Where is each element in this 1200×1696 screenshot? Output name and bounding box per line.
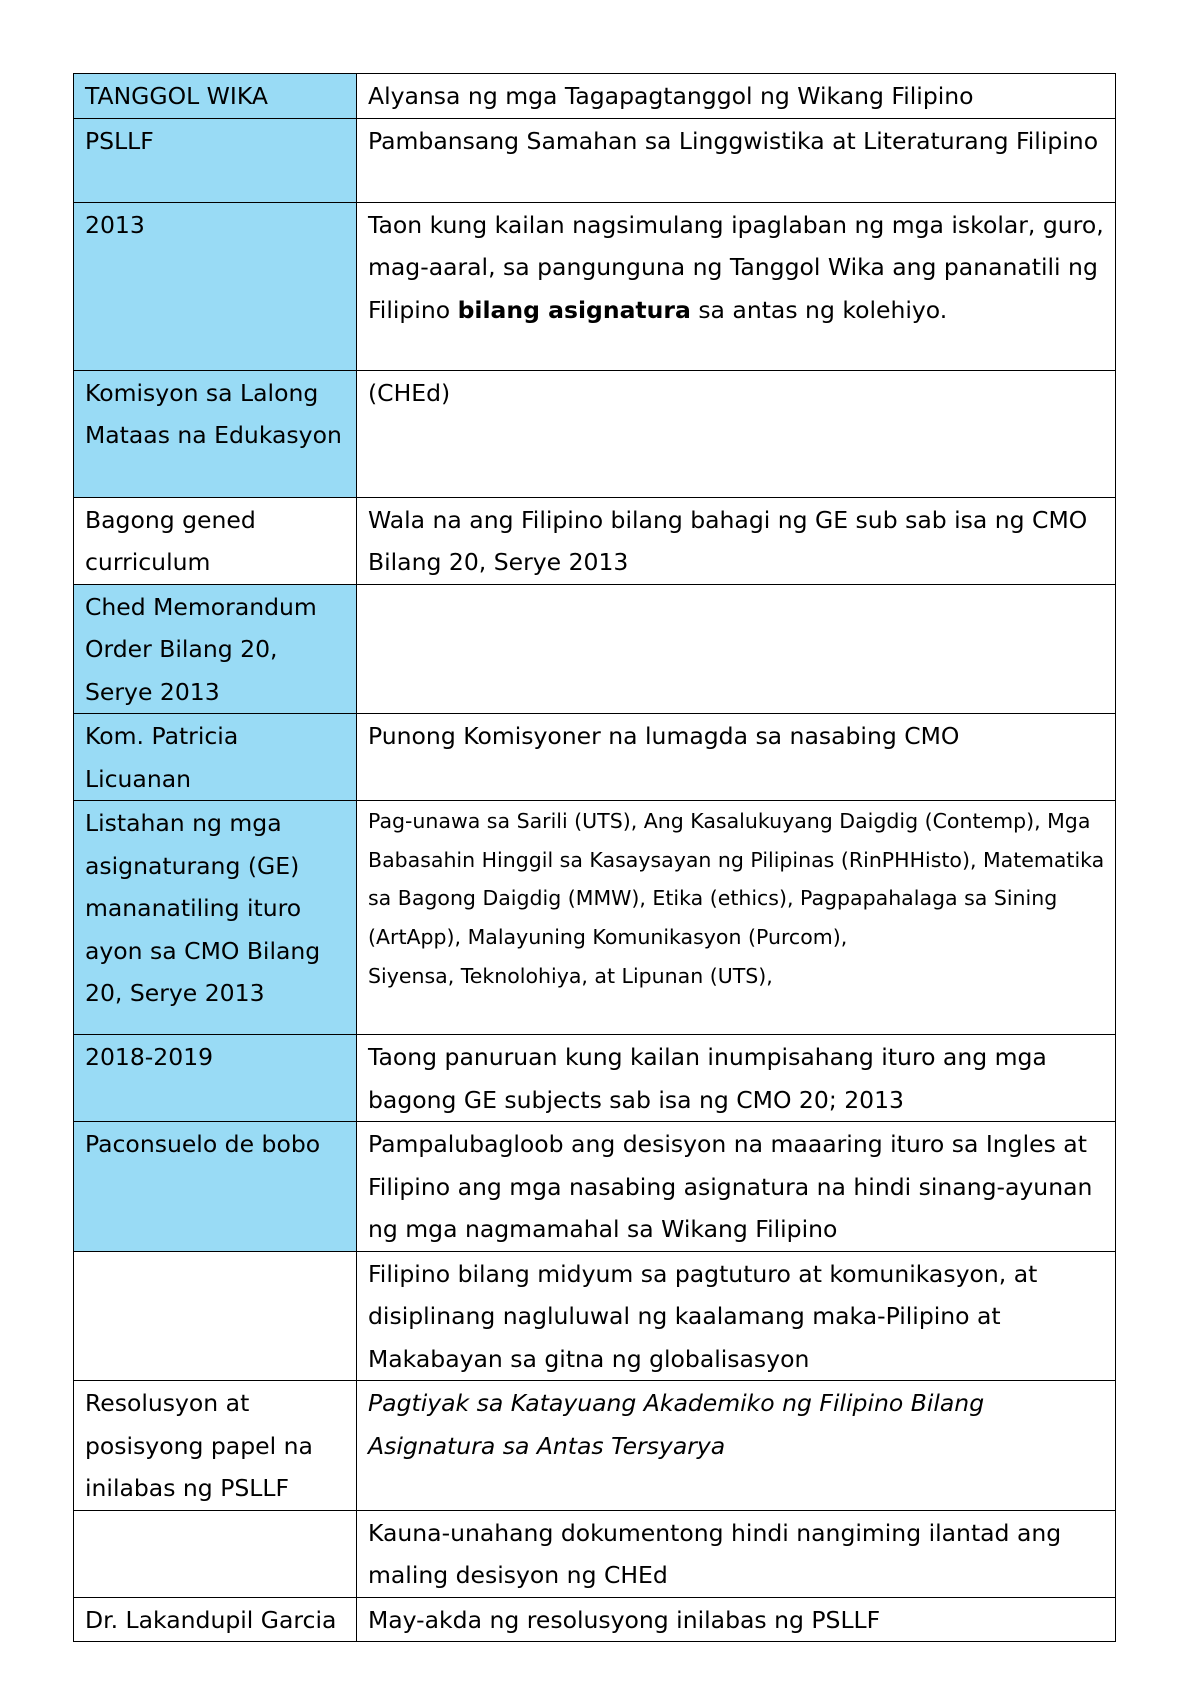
table-row [74,714,1116,801]
definition-cell: Taong panuruan kung kailan inumpisahang ituro ang mga bagong GE subjects sab isa ng CMO 20; 2013 [357,1035,1116,1122]
table-row [74,202,1116,370]
term-cell: Listahan ng mga asignaturang (GE) mananatiling ituro ayon sa CMO Bilang 20, Serye 2013 [74,801,357,1035]
term-cell: PSLLF [74,118,357,202]
term-cell: Resolusyon at posisyong papel na inilabas ng PSLLF [74,1381,357,1511]
definition-cell: Alyansa ng mga Tagapagtanggol ng Wikang Filipino [357,74,1116,119]
term-cell: Komisyon sa Lalong Mataas na Edukasyon [74,370,357,497]
definition-cell: Pambansang Samahan sa Linggwistika at Literaturang Filipino [357,118,1116,202]
table-row [74,801,1116,1035]
definition-cell [357,202,1116,370]
term-cell: Dr. Lakandupil Garcia [74,1597,357,1642]
definition-text: sa antas ng kolehiyo. [690,295,948,324]
table-row [74,1035,1116,1122]
table-row [74,118,1116,202]
definition-cell: Pagtiyak sa Katayuang Akademiko ng Filipino Bilang Asignatura sa Antas Tersyarya [357,1381,1116,1511]
table-row [74,1597,1116,1642]
table-row [74,1251,1116,1381]
definition-cell: Kauna-unahang dokumentong hindi nangiming ilantad ang maling desisyon ng CHEd [357,1510,1116,1597]
term-cell: 2013 [74,202,357,370]
term-cell: 2018-2019 [74,1035,357,1122]
table-row [74,497,1116,584]
definition-text: Taon kung kailan nagsimulang ipaglaban ng mga iskolar, guro, mag-aaral, sa pangunguna ng Tanggol Wika ang pananatili ng Filipino [368,210,1104,324]
definition-cell [357,584,1116,714]
term-cell: Paconsuelo de bobo [74,1122,357,1252]
table-row [74,74,1116,119]
table-row [74,370,1116,497]
definition-cell: Wala na ang Filipino bilang bahagi ng GE sub sab isa ng CMO Bilang 20, Serye 2013 [357,497,1116,584]
definition-cell: Filipino bilang midyum sa pagtuturo at komunikasyon, at disiplinang nagluluwal ng kaalamang maka-Pilipino at Makabayan sa gitna ng globalisasyon [357,1251,1116,1381]
definition-line: Pag-unawa sa Sarili (UTS), Ang Kasalukuyang Daigdig (Contemp), Mga Babasahin Hinggil sa Kasaysayan ng Pilipinas (RinPHHisto), Matematika sa Bagong Daigdig (MMW), Etika (ethics), Pagpapahalaga sa Sining (ArtApp), Malayuning Komunikasyon (Purcom), [368,809,1105,950]
definition-line: Siyensa, Teknolohiya, at Lipunan (UTS), [368,963,773,988]
term-cell: Ched Memorandum Order Bilang 20, Serye 2013 [74,584,357,714]
definition-cell: May-akda ng resolusyong inilabas ng PSLLF [357,1597,1116,1642]
definition-bold-text: bilang asignatura [457,295,691,324]
term-cell: TANGGOL WIKA [74,74,357,119]
term-cell: Kom. Patricia Licuanan [74,714,357,801]
table-row [74,1381,1116,1511]
definition-cell: (CHEd) [357,370,1116,497]
table-row [74,1122,1116,1252]
definition-cell [357,801,1116,1035]
definition-cell: Pampalubagloob ang desisyon na maaaring ituro sa Ingles at Filipino ang mga nasabing asignatura na hindi sinang-ayunan ng mga nagmamahal sa Wikang Filipino [357,1122,1116,1252]
term-cell [74,1251,357,1381]
term-cell [74,1510,357,1597]
table-row [74,1510,1116,1597]
definition-cell: Punong Komisyoner na lumagda sa nasabing CMO [357,714,1116,801]
table-row [74,584,1116,714]
terms-table [73,73,1116,1642]
term-cell: Bagong gened curriculum [74,497,357,584]
